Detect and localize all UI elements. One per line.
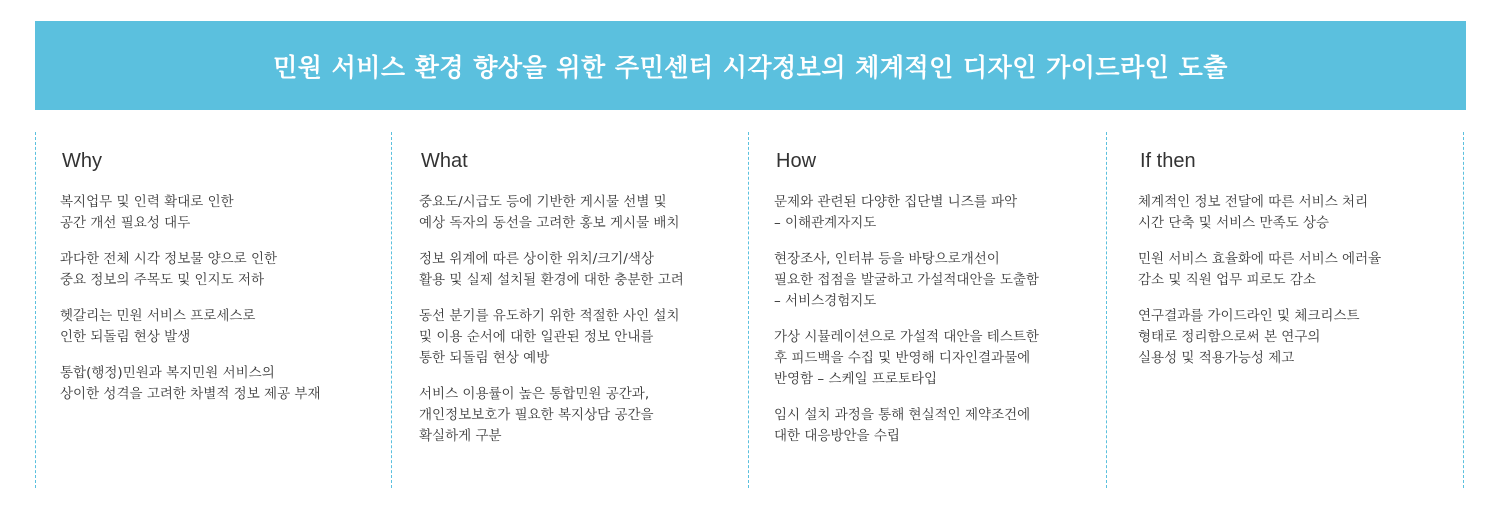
list-item: 동선 분기를 유도하기 위한 적절한 사인 설치 및 이용 순서에 대한 일관된 정보 안내를 통한 되돌림 현상 예방 [419, 308, 680, 366]
list-item: 정보 위계에 따른 상이한 위치/크기/색상 활용 및 실제 설치될 환경에 대한 충분한 고려 [419, 251, 684, 288]
list-item: 통합(행정)민원과 복지민원 서비스의 상이한 성격을 고려한 차별적 정보 제공 부재 [60, 365, 321, 402]
list-item: 문제와 관련된 다양한 집단별 니즈를 파악 – 이해관계자지도 [774, 194, 1018, 231]
column-why [60, 146, 380, 420]
column-if-then [1138, 146, 1458, 384]
column-divider [748, 132, 749, 488]
column-divider [35, 132, 36, 488]
column-divider [1463, 132, 1464, 488]
title-banner [35, 21, 1466, 110]
list-item: 가상 시뮬레이션으로 가설적 대안을 테스트한 후 피드백을 수집 및 반영해 디자인결과물에 반영함 – 스케일 프로토타입 [774, 329, 1039, 387]
diagram-title: 민원 서비스 환경 향상을 위한 주민센터 시각정보의 체계적인 디자인 가이드라인 도출 [273, 52, 1228, 82]
column-heading: What [421, 150, 468, 172]
column-divider [1106, 132, 1107, 488]
column-heading: If then [1140, 150, 1196, 172]
column-how [774, 146, 1094, 462]
column-divider [391, 132, 392, 488]
list-item: 임시 설치 과정을 통해 현실적인 제약조건에 대한 대응방안을 수립 [774, 407, 1031, 444]
list-item: 현장조사, 인터뷰 등을 바탕으로개선이 필요한 접점을 발굴하고 가설적대안을 도출함 – 서비스경험지도 [774, 251, 1039, 309]
column-heading: How [776, 150, 817, 172]
list-item: 복지업무 및 인력 확대로 인한 공간 개선 필요성 대두 [60, 194, 234, 231]
list-item: 과다한 전체 시각 정보물 양으로 인한 중요 정보의 주목도 및 인지도 저하 [60, 251, 278, 288]
list-item: 체계적인 정보 전달에 따른 서비스 처리 시간 단축 및 서비스 만족도 상승 [1138, 194, 1369, 231]
list-item: 연구결과를 가이드라인 및 체크리스트 형태로 정리함으로써 본 연구의 실용성 및 적용가능성 제고 [1138, 308, 1360, 366]
column-heading: Why [62, 150, 102, 172]
column-what [419, 146, 739, 462]
list-item: 서비스 이용률이 높은 통합민원 공간과, 개인정보보호가 필요한 복지상담 공간을 확실하게 구분 [419, 386, 654, 444]
list-item: 중요도/시급도 등에 기반한 게시물 선별 및 예상 독자의 동선을 고려한 홍보 게시물 배치 [419, 194, 680, 231]
list-item: 헷갈리는 민원 서비스 프로세스로 인한 되돌림 현상 발생 [60, 308, 256, 345]
list-item: 민원 서비스 효율화에 따른 서비스 에러율 감소 및 직원 업무 피로도 감소 [1138, 251, 1382, 288]
